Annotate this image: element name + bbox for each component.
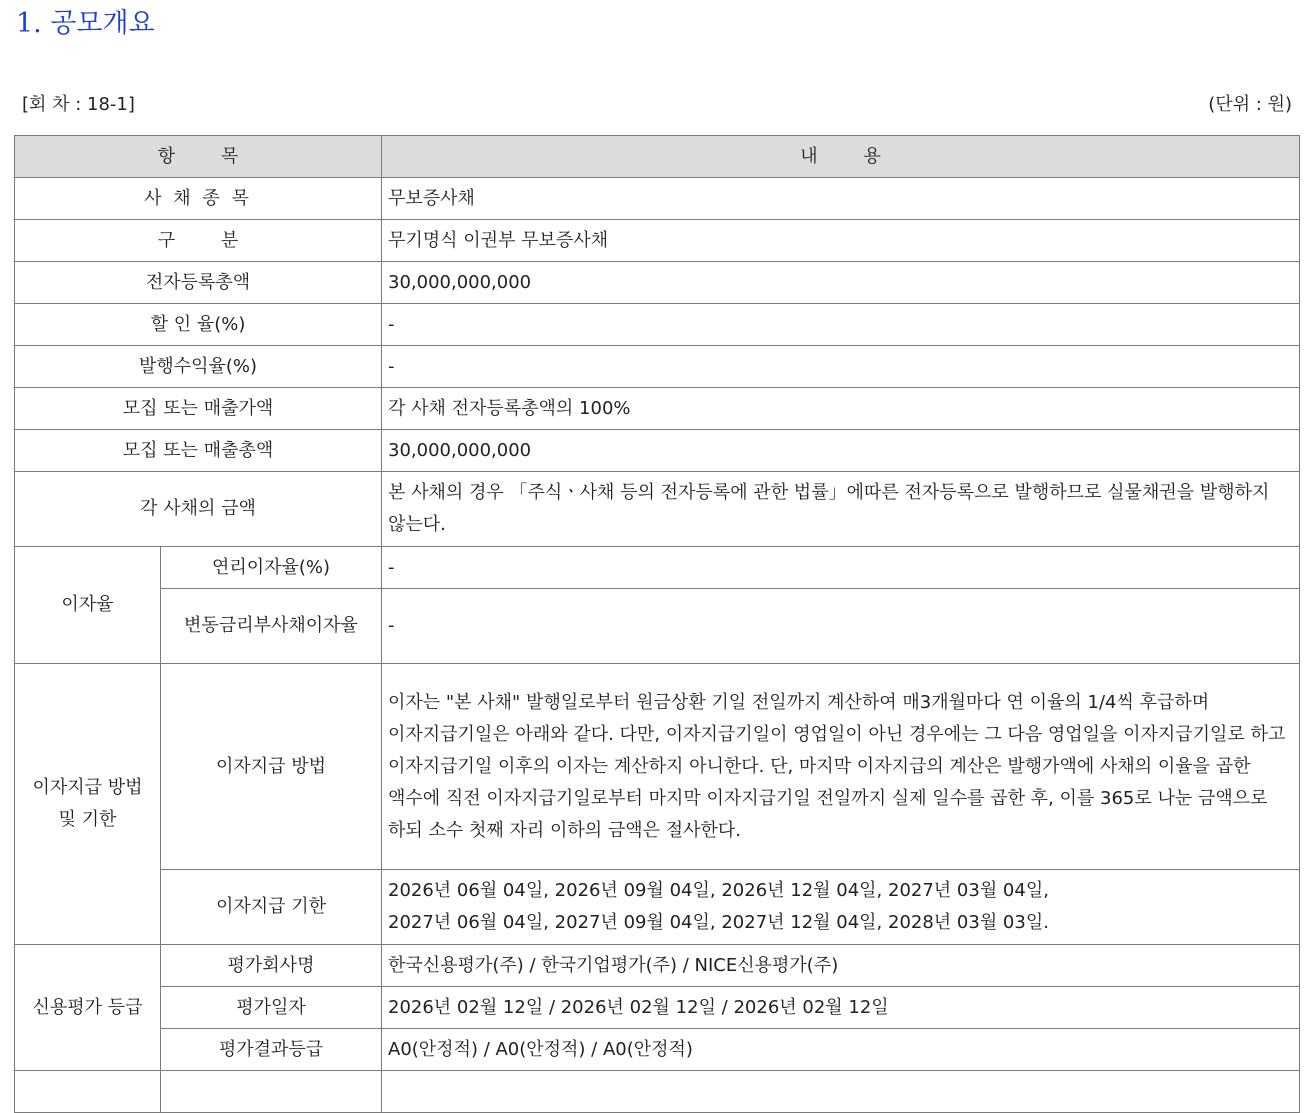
table-row [15,178,1300,220]
offering-overview-table [14,135,1300,1113]
row-value-bond-type: 무보증사채 [382,178,1300,220]
table-row [15,430,1300,472]
row-value-offer-price: 각 사채 전자등록총액의 100% [382,388,1300,430]
row-partial-cell [161,1071,382,1113]
row-value-rating-agency: 한국신용평가(주) / 한국기업평가(주) / NICE신용평가(주) [382,945,1300,987]
table-row [15,945,1300,987]
row-value-floating-rate: - [382,589,1300,664]
row-sublabel-payment-method: 이자지급 방법 [161,664,382,870]
row-label-credit-rating: 신용평가 등급 [15,945,161,1071]
row-label-offer-price: 모집 또는 매출가액 [15,388,382,430]
row-value-issue-yield: - [382,346,1300,388]
row-partial-cell [382,1071,1300,1113]
round-label: [회 차 : 18-1] [22,94,135,115]
row-value-bond-amount: 본 사채의 경우 「주식ㆍ사채 등의 전자등록에 관한 법률」에따른 전자등록으로 발행하므로 실물채권을 발행하지 않는다. [382,472,1300,547]
row-value-payment-method: 이자는 "본 사채" 발행일로부터 원금상환 기일 전일까지 계산하여 매3개월마다 연 이율의 1/4씩 후급하며 이자지급기일은 아래와 같다. 다만, 이자지급기일이 영업일이 아닌 경우에는 그 다음 영업일을 이자지급기일로 하고 이자지급기일 이후의 이자는 계산하지 아니한다. 단, 마지막 이자지급의 계산은 발행가액에 사채의 이율을 곱한 액수에 직전 이자지급기일로부터 마지막 이자지급기일 전일까지 실제 일수를 곱한 후, 이를 365로 나눈 금액으로 하되 소수 첫째 자리 이하의 금액은 절사한다. [382,664,1300,870]
table-row-partial [15,1071,1300,1113]
row-label-interest-payment: 이자지급 방법 및 기한 [15,664,161,945]
table-header-row [15,136,1300,178]
row-sublabel-rating-agency: 평가회사명 [161,945,382,987]
row-label-offer-total: 모집 또는 매출총액 [15,430,382,472]
row-value-category: 무기명식 이권부 무보증사채 [382,220,1300,262]
row-value-offer-total: 30,000,000,000 [382,430,1300,472]
row-value-total-amount: 30,000,000,000 [382,262,1300,304]
row-label-discount-rate: 할 인 율(%) [15,304,382,346]
row-sublabel-rating-grade: 평가결과등급 [161,1029,382,1071]
section-title: 1. 공모개요 [16,8,155,39]
table-row [15,589,1300,664]
row-sublabel-rating-date: 평가일자 [161,987,382,1029]
table-row [15,388,1300,430]
table-row [15,346,1300,388]
table-row [15,547,1300,589]
row-value-payment-deadline [382,870,1300,945]
payment-deadline-line-1: 2026년 06월 04일, 2026년 09월 04일, 2026년 12월 04일, 2027년 03월 04일, [388,880,1049,901]
table-row [15,472,1300,547]
table-row [15,987,1300,1029]
header-content: 내 용 [382,136,1300,178]
row-sublabel-floating-rate: 변동금리부사채이자율 [161,589,382,664]
row-sublabel-payment-deadline: 이자지급 기한 [161,870,382,945]
row-label-category: 구 분 [15,220,382,262]
table-row [15,262,1300,304]
payment-deadline-line-2: 2027년 06월 04일, 2027년 09월 04일, 2027년 12월 04일, 2028년 03월 03일. [388,912,1049,933]
row-partial-cell [15,1071,161,1113]
table-row [15,1029,1300,1071]
row-value-rating-grade: A0(안정적) / A0(안정적) / A0(안정적) [382,1029,1300,1071]
row-value-rating-date: 2026년 02월 12일 / 2026년 02월 12일 / 2026년 02월 12일 [382,987,1300,1029]
row-label-total-amount: 전자등록총액 [15,262,382,304]
table-row [15,664,1300,870]
row-label-bond-amount: 각 사채의 금액 [15,472,382,547]
row-value-discount-rate: - [382,304,1300,346]
table-row [15,220,1300,262]
row-label-issue-yield: 발행수익율(%) [15,346,382,388]
unit-label: (단위 : 원) [1208,94,1292,115]
row-label-interest-rate: 이자율 [15,547,161,664]
row-label-bond-type: 사 채 종 목 [15,178,382,220]
row-value-annual-rate: - [382,547,1300,589]
header-item: 항 목 [15,136,382,178]
table-row [15,304,1300,346]
row-sublabel-annual-rate: 연리이자율(%) [161,547,382,589]
table-row [15,870,1300,945]
